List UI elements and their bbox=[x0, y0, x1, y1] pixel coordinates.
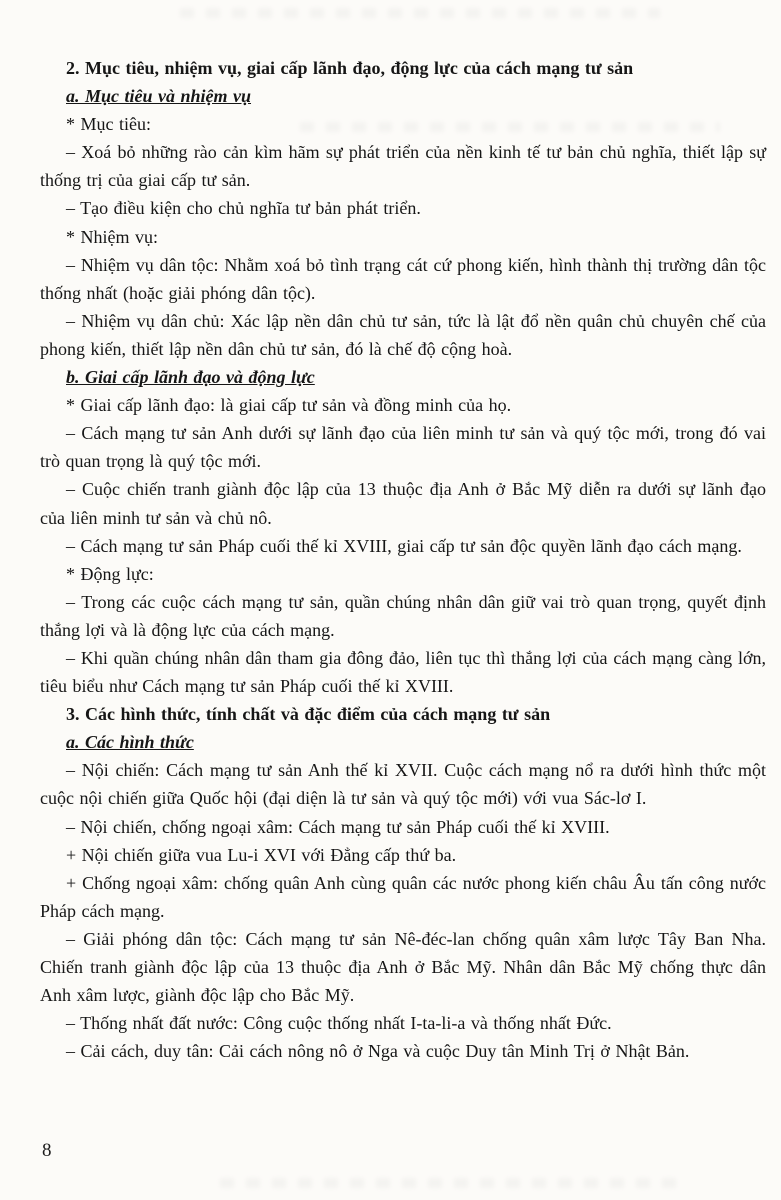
paragraph: – Cách mạng tư sản Pháp cuối thế kỉ XVIII, giai cấp tư sản độc quyền lãnh đạo cách mạng. bbox=[66, 535, 742, 556]
paragraph: – Trong các cuộc cách mạng tư sản, quần chúng nhân dân giữ vai trò quan trọng, quyết định thắng lợi và là động lực của cách mạng. bbox=[40, 591, 766, 640]
paragraph: – Cuộc chiến tranh giành độc lập của 13 thuộc địa Anh ở Bắc Mỹ diễn ra dưới sự lãnh đạo của liên minh tư sản và chủ nô. bbox=[40, 479, 766, 528]
paragraph: + Chống ngoại xâm: chống quân Anh cùng quân các nước phong kiến châu Âu tấn công nước Pháp cách mạng. bbox=[40, 872, 766, 921]
paragraph: * Động lực: bbox=[66, 563, 154, 584]
paragraph: – Cải cách, duy tân: Cải cách nông nô ở Nga và cuộc Duy tân Minh Trị ở Nhật Bản. bbox=[66, 1041, 690, 1062]
paragraph: – Khi quần chúng nhân dân tham gia đông đảo, liên tục thì thắng lợi của cách mạng càng lớn, tiêu biểu như Cách mạng tư sản Pháp cuối thế kỉ XVIII. bbox=[40, 647, 766, 697]
paragraph: – Nội chiến: Cách mạng tư sản Anh thế kỉ XVII. Cuộc cách mạng nổ ra dưới hình thức một cuộc nội chiến giữa Quốc hội (đại diện là tư sản và quý tộc mới) với vua Sác-lơ I. bbox=[40, 760, 766, 809]
subsection-heading: a. Mục tiêu và nhiệm vụ bbox=[66, 86, 252, 107]
scan-bleedthrough-artifact bbox=[220, 1178, 680, 1188]
paragraph: – Tạo điều kiện cho chủ nghĩa tư bản phát triển. bbox=[66, 198, 421, 219]
paragraph: – Nhiệm vụ dân chủ: Xác lập nền dân chủ tư sản, tức là lật đổ nền quân chủ chuyên chế của phong kiến, thiết lập nền dân chủ tư sản, đó là chế độ cộng hoà. bbox=[40, 310, 766, 359]
section-heading: 3. Các hình thức, tính chất và đặc điểm của cách mạng tư sản bbox=[66, 704, 551, 725]
page-number: 8 bbox=[42, 1140, 52, 1161]
paragraph: * Giai cấp lãnh đạo: là giai cấp tư sản và đồng minh của họ. bbox=[66, 395, 512, 416]
paragraph: – Thống nhất đất nước: Công cuộc thống nhất I-ta-li-a và thống nhất Đức. bbox=[66, 1013, 612, 1034]
paragraph: – Nhiệm vụ dân tộc: Nhằm xoá bỏ tình trạng cát cứ phong kiến, hình thành thị trường dân tộc thống nhất (hoặc giải phóng dân tộc). bbox=[40, 254, 766, 303]
scan-bleedthrough-artifact bbox=[180, 8, 660, 18]
paragraph: – Giải phóng dân tộc: Cách mạng tư sản Nê-đéc-lan chống quân xâm lược Tây Ban Nha. Chiến tranh giành độc lập của 13 thuộc địa Anh ở Bắc Mỹ. Nhân dân Bắc Mỹ chống thực dân Anh xâm lược, giành độc lập cho Bắc Mỹ. bbox=[40, 928, 766, 1006]
page-content bbox=[40, 54, 766, 1065]
paragraph: – Cách mạng tư sản Anh dưới sự lãnh đạo của liên minh tư sản và quý tộc mới, trong đó vai trò quan trọng là quý tộc mới. bbox=[40, 423, 766, 472]
subsection-heading: b. Giai cấp lãnh đạo và động lực bbox=[66, 367, 315, 388]
paragraph: * Mục tiêu: bbox=[66, 114, 151, 135]
paragraph: – Xoá bỏ những rào cản kìm hãm sự phát triển của nền kinh tế tư bản chủ nghĩa, thiết lập sự thống trị của giai cấp tư sản. bbox=[40, 142, 766, 191]
paragraph: + Nội chiến giữa vua Lu-i XVI với Đẳng cấp thứ ba. bbox=[66, 844, 457, 865]
paragraph: – Nội chiến, chống ngoại xâm: Cách mạng tư sản Pháp cuối thế kỉ XVIII. bbox=[66, 816, 610, 837]
section-heading: 2. Mục tiêu, nhiệm vụ, giai cấp lãnh đạo, động lực của cách mạng tư sản bbox=[66, 58, 634, 78]
paragraph: * Nhiệm vụ: bbox=[66, 226, 158, 247]
subsection-heading: a. Các hình thức bbox=[66, 732, 194, 753]
